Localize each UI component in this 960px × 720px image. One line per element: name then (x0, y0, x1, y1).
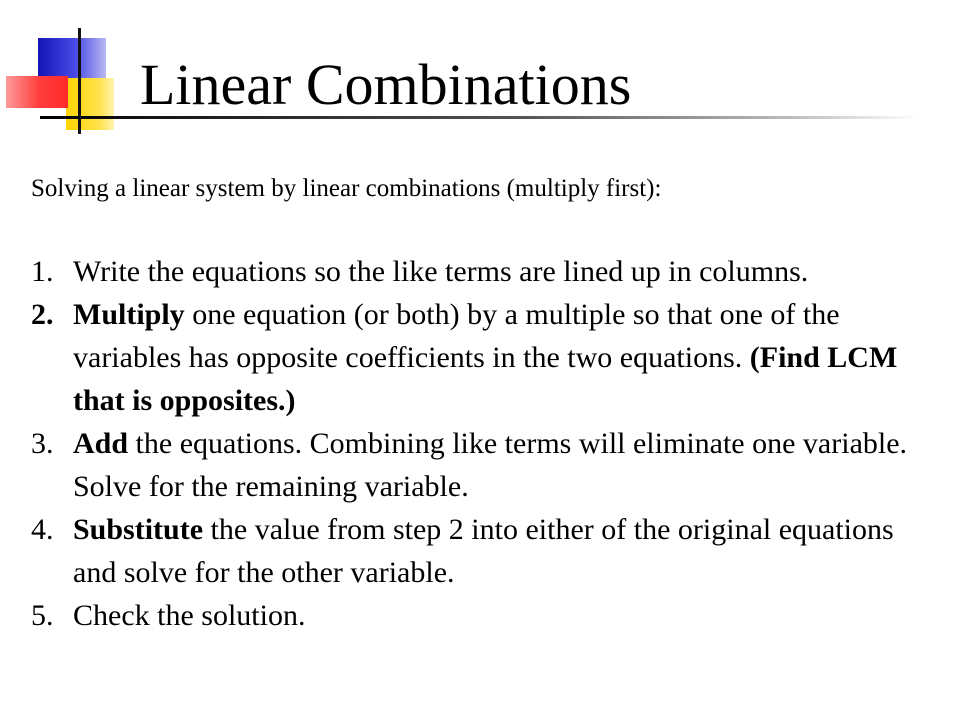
step-item (31, 293, 931, 422)
step-item (31, 422, 931, 508)
step-emphasis: Multiply (73, 298, 185, 331)
step-text: Write the equations so the like terms are lined up in columns. (73, 255, 809, 288)
slide-title: Linear Combinations (140, 52, 632, 117)
step-number: 5. (31, 599, 54, 632)
steps-list (31, 250, 931, 637)
step-emphasis: (Find LCM that is opposites.) (73, 341, 898, 417)
step-number: 3. (31, 427, 54, 460)
step-text: one equation (or both) by a multiple so that one of the variables has opposite coefficients in the two equations. (73, 298, 840, 374)
step-item (31, 594, 931, 637)
step-emphasis: Substitute (73, 513, 204, 546)
overlapping-squares-icon (0, 0, 140, 140)
step-text: the value from step 2 into either of the original equations and solve for the other variable. (73, 513, 894, 589)
step-item (31, 250, 931, 293)
step-number: 2. (31, 298, 54, 331)
step-text: Check the solution. (73, 599, 306, 632)
intro-text: Solving a linear system by linear combinations (multiply first): (31, 175, 662, 202)
step-number: 4. (31, 513, 54, 546)
step-item (31, 508, 931, 594)
step-text: the equations. Combining like terms will eliminate one variable. Solve for the remaining variable. (73, 427, 908, 503)
step-number: 1. (31, 255, 54, 288)
step-emphasis: Add (73, 427, 129, 460)
